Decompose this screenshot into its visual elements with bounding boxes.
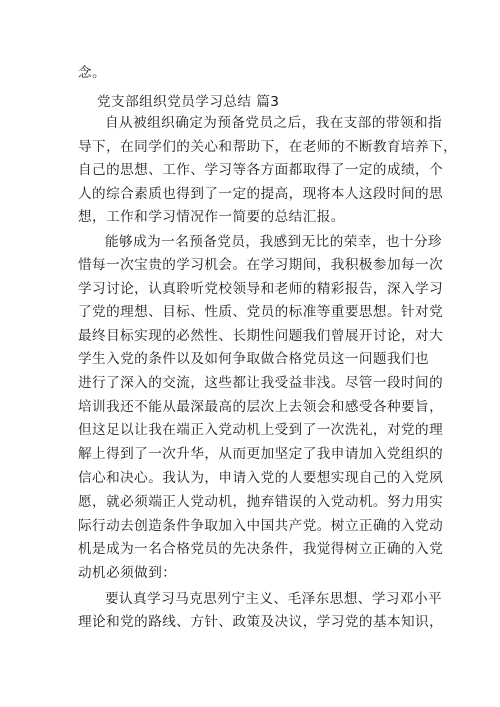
paragraph-2-line: 学生入党的条件以及如何争取做合格党员这一问题我们也	[78, 351, 430, 367]
paragraph-2-line: 最终目标实现的必然性、长期性问题我们曾展开讨论，对大	[78, 328, 444, 344]
paragraph-1-line: 想，工作和学习情况作一简要的总结汇报。	[78, 209, 345, 225]
section-title: 党支部组织党员学习总结 篇3	[97, 94, 280, 110]
paragraph-2-line: 机是成为一名合格党员的先决条件，我觉得树立正确的入党	[78, 541, 444, 557]
paragraph-1-line: 自从被组织确定为预备党员之后，我在支部的带领和指	[105, 115, 443, 131]
paragraph-2-line: 际行动去创造条件争取加入中国共产党。树立正确的入党动	[78, 518, 444, 534]
paragraph-2-line: 惜每一次宝贵的学习机会。在学习期间，我积极参加每一次	[78, 257, 444, 273]
paragraph-1-line: 人的综合素质也得到了一定的提高，现将本人这段时间的思	[78, 186, 444, 202]
paragraph-2-line: 能够成为一名预备党员，我感到无比的荣幸，也十分珍	[105, 234, 443, 250]
paragraph-2-line: 学习讨论，认真聆听党校领导和老师的精彩报告，深入学习	[78, 281, 444, 297]
paragraph-2-line: 信心和决心。我认为，申请入党的人要想实现自己的入党夙	[78, 470, 444, 486]
text-line-continuation: 念。	[78, 65, 107, 81]
paragraph-2-line: 但这足以让我在端正入党动机上受到了一次洗礼，对党的理	[78, 422, 444, 438]
paragraph-2-line: 培训我还不能从最深最高的层次上去领会和感受各种要旨，	[78, 399, 444, 415]
paragraph-2-line: 了党的理想、目标、性质、党员的标准等重要思想。针对党	[78, 304, 444, 320]
paragraph-3-line: 要认真学习马克思列宁主义、毛泽东思想、学习邓小平	[105, 591, 443, 607]
paragraph-3-line: 理论和党的路线、方针、政策及决议，学习党的基本知识，	[78, 614, 444, 630]
paragraph-2-line: 进行了深入的交流，这些都让我受益非浅。尽管一段时间的	[78, 375, 444, 391]
paragraph-2-line: 动机必须做到：	[78, 565, 177, 581]
paragraph-2-line: 愿，就必须端正人党动机，抛弃错误的入党动机。努力用实	[78, 494, 444, 510]
paragraph-2-line: 解上得到了一次升华，从而更加坚定了我申请加入党组织的	[78, 446, 444, 462]
paragraph-1-line: 自己的思想、工作、学习等各方面都取得了一定的成绩，个	[78, 162, 444, 178]
paragraph-1-line: 导下，在同学们的关心和帮助下，在老师的不断教育培养下，	[78, 139, 458, 155]
